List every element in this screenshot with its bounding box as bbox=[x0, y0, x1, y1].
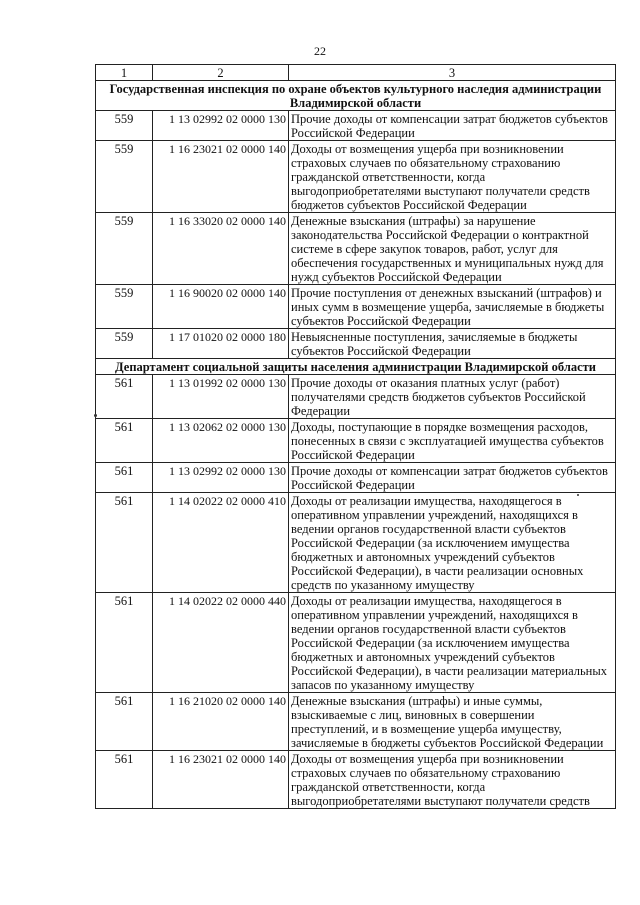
revenue-code-cell: 1 13 02062 02 0000 130 bbox=[153, 419, 289, 463]
scan-speck bbox=[94, 414, 97, 417]
table-row bbox=[96, 111, 616, 141]
table-row bbox=[96, 285, 616, 329]
revenue-name-cell: Доходы от возмещения ущерба при возникновении страховых случаев по обязательному страхованию гражданской ответственности, когда выгодоприобретателями выступают получатели средств bbox=[289, 751, 616, 809]
revenue-name-cell: Доходы, поступающие в порядке возмещения расходов, понесенных в связи с эксплуатацией имущества субъектов Российской Федерации bbox=[289, 419, 616, 463]
section-header-row bbox=[96, 81, 616, 111]
administrator-code-cell: 559 bbox=[96, 141, 153, 213]
revenue-name-cell: Денежные взыскания (штрафы) и иные суммы, взыскиваемые с лиц, виновных в совершении преступлений, и в возмещение ущерба имуществу, зачисляемые в бюджеты субъектов Российской Федерации bbox=[289, 693, 616, 751]
section-header-row bbox=[96, 359, 616, 375]
section-title: Департамент социальной защиты населения администрации Владимирской области bbox=[96, 359, 616, 375]
revenue-classification-table bbox=[95, 64, 616, 809]
table-row bbox=[96, 751, 616, 809]
administrator-code-cell: 561 bbox=[96, 593, 153, 693]
administrator-code-cell: 561 bbox=[96, 375, 153, 419]
column-number-row bbox=[96, 65, 616, 81]
revenue-name-cell: Денежные взыскания (штрафы) за нарушение законодательства Российской Федерации о контрактной системе в сфере закупок товаров, работ, услуг для обеспечения государственных и муниципальных нужд для нужд субъектов Российской Федерации bbox=[289, 213, 616, 285]
revenue-code-cell: 1 13 02992 02 0000 130 bbox=[153, 463, 289, 493]
table-row bbox=[96, 141, 616, 213]
revenue-code-cell: 1 13 02992 02 0000 130 bbox=[153, 111, 289, 141]
table-row bbox=[96, 213, 616, 285]
revenue-code-cell: 1 16 33020 02 0000 140 bbox=[153, 213, 289, 285]
revenue-name-cell: Доходы от реализации имущества, находящегося в оперативном управлении учреждений, находящихся в ведении органов государственной власти субъектов Российской Федерации (за исключением имущества бюджетных и автономных учреждений субъектов Российской Федерации), в части реализации материальных запасов по указанному имуществу bbox=[289, 593, 616, 693]
revenue-code-cell: 1 14 02022 02 0000 410 bbox=[153, 493, 289, 593]
revenue-name-cell: Доходы от реализации имущества, находящегося в оперативном управлении учреждений, находящихся в ведении органов государственной власти субъектов Российской Федерации (за исключением имущества бюджетных и автономных учреждений субъектов Российской Федерации), в части реализации основных средств по указанному имуществу bbox=[289, 493, 616, 593]
column-number: 2 bbox=[153, 65, 289, 81]
revenue-code-cell: 1 16 23021 02 0000 140 bbox=[153, 751, 289, 809]
table-row bbox=[96, 593, 616, 693]
scan-speck bbox=[577, 494, 579, 496]
table-body bbox=[96, 81, 616, 809]
column-number: 3 bbox=[289, 65, 616, 81]
table-row bbox=[96, 693, 616, 751]
revenue-code-cell: 1 16 90020 02 0000 140 bbox=[153, 285, 289, 329]
revenue-name-cell: Невыясненные поступления, зачисляемые в бюджеты субъектов Российской Федерации bbox=[289, 329, 616, 359]
revenue-code-cell: 1 13 01992 02 0000 130 bbox=[153, 375, 289, 419]
revenue-name-cell: Прочие доходы от оказания платных услуг (работ) получателями средств бюджетов субъектов Российской Федерации bbox=[289, 375, 616, 419]
revenue-code-cell: 1 14 02022 02 0000 440 bbox=[153, 593, 289, 693]
administrator-code-cell: 559 bbox=[96, 111, 153, 141]
administrator-code-cell: 561 bbox=[96, 419, 153, 463]
revenue-code-cell: 1 16 23021 02 0000 140 bbox=[153, 141, 289, 213]
revenue-name-cell: Прочие доходы от компенсации затрат бюджетов субъектов Российской Федерации bbox=[289, 463, 616, 493]
table-row bbox=[96, 463, 616, 493]
page-number: 22 bbox=[314, 44, 326, 58]
administrator-code-cell: 561 bbox=[96, 751, 153, 809]
administrator-code-cell: 559 bbox=[96, 285, 153, 329]
table-row bbox=[96, 329, 616, 359]
administrator-code-cell: 561 bbox=[96, 493, 153, 593]
revenue-name-cell: Прочие доходы от компенсации затрат бюджетов субъектов Российской Федерации bbox=[289, 111, 616, 141]
administrator-code-cell: 561 bbox=[96, 463, 153, 493]
table-row bbox=[96, 375, 616, 419]
revenue-code-cell: 1 17 01020 02 0000 180 bbox=[153, 329, 289, 359]
administrator-code-cell: 559 bbox=[96, 213, 153, 285]
table-row bbox=[96, 419, 616, 463]
revenue-name-cell: Доходы от возмещения ущерба при возникновении страховых случаев по обязательному страхованию гражданской ответственности, когда выгодоприобретателями выступают получатели средств бюджетов субъектов Российской Федерации bbox=[289, 141, 616, 213]
section-title: Государственная инспекция по охране объектов культурного наследия администрации Владимирской области bbox=[96, 81, 616, 111]
revenue-name-cell: Прочие поступления от денежных взысканий (штрафов) и иных сумм в возмещение ущерба, зачисляемые в бюджеты субъектов Российской Федерации bbox=[289, 285, 616, 329]
administrator-code-cell: 561 bbox=[96, 693, 153, 751]
administrator-code-cell: 559 bbox=[96, 329, 153, 359]
column-number: 1 bbox=[96, 65, 153, 81]
revenue-code-cell: 1 16 21020 02 0000 140 bbox=[153, 693, 289, 751]
table-row bbox=[96, 493, 616, 593]
